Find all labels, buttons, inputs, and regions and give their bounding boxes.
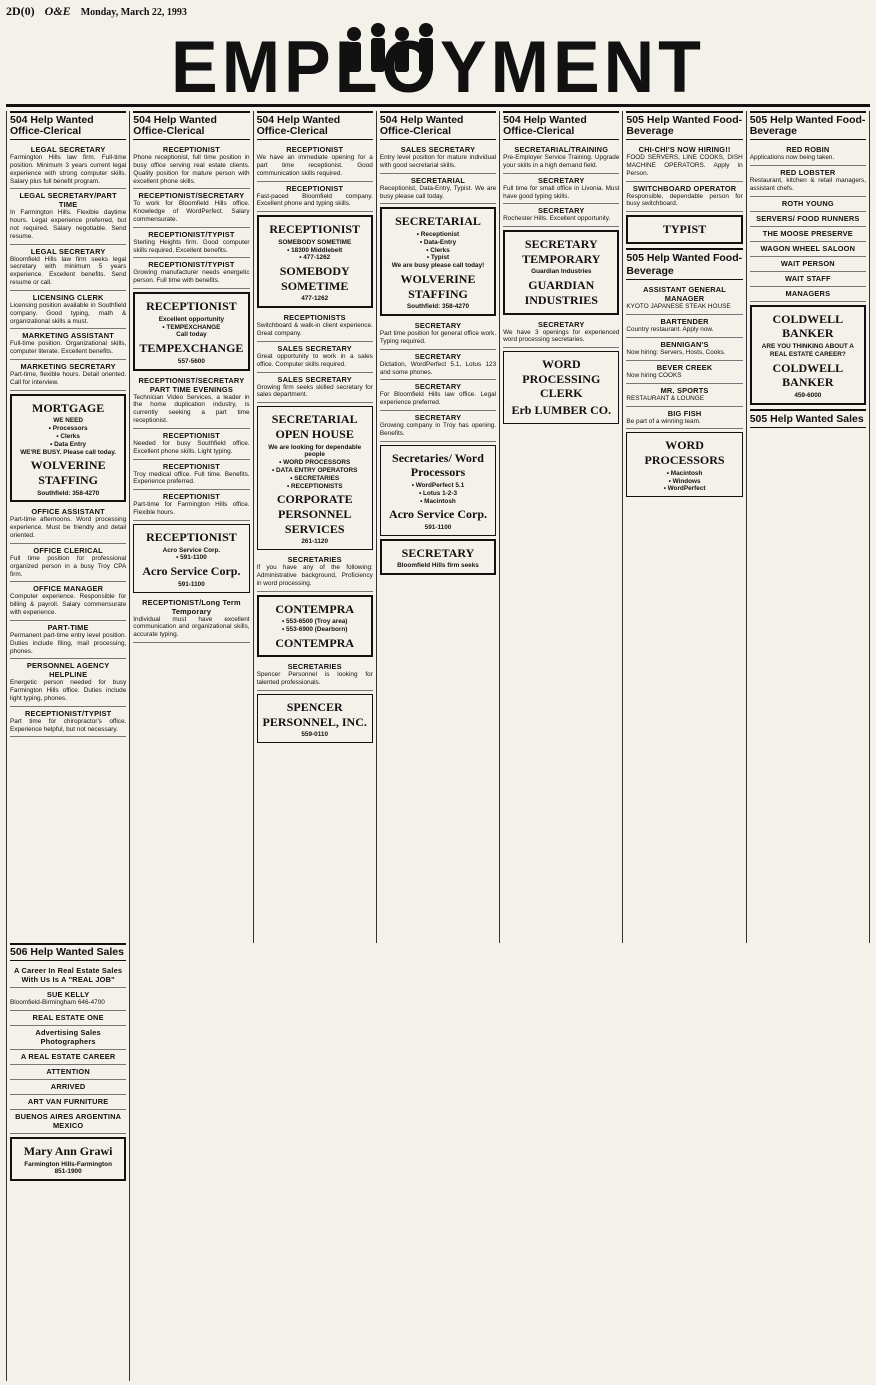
display-ad bbox=[10, 1137, 126, 1181]
display-ad-title: WORD PROCESSING CLERK bbox=[522, 357, 601, 401]
ad-body: Energetic person needed for busy Farmington Hills office. Duties include light typing, phones. bbox=[10, 679, 127, 702]
display-ad-item: • 553-6900 (Dearborn) bbox=[281, 625, 348, 633]
section-heading: 505 Help Wanted Food-Beverage bbox=[626, 248, 742, 281]
classified-ad bbox=[10, 1095, 126, 1110]
classified-ad bbox=[10, 329, 126, 360]
display-ad bbox=[380, 207, 496, 316]
ad-body: Part time for chiropractor's office. Experience helpful, but not necessary. bbox=[10, 717, 127, 733]
display-ad-title: SECRETARY TEMPORARY bbox=[522, 237, 601, 266]
display-ad-company: SOMEBODY SOMETIME bbox=[279, 264, 350, 293]
display-ad-title: SPENCER PERSONNEL, INC. bbox=[262, 700, 367, 729]
display-ad bbox=[626, 432, 742, 497]
ad-headline: SALES SECRETARY bbox=[277, 374, 352, 384]
classified-ad bbox=[750, 212, 866, 227]
display-ad-item: • DATA ENTRY OPERATORS bbox=[272, 466, 358, 474]
display-ad-phone: Southfield: 358-4270 bbox=[37, 489, 100, 497]
column-heading: 506 Help Wanted Sales bbox=[10, 943, 126, 961]
classified-ad bbox=[10, 1026, 126, 1050]
display-ad-title: TYPIST bbox=[662, 222, 707, 237]
ad-headline: BUENOS AIRES ARGENTINA MEXICO bbox=[15, 1111, 122, 1130]
classified-ad bbox=[10, 582, 126, 620]
display-ad-title: RECEPTIONIST bbox=[146, 299, 237, 314]
classified-ad bbox=[10, 189, 126, 244]
ad-body: Restaurant, kitchen & retail managers, assistant chefs. bbox=[749, 176, 866, 192]
ad-headline: RECEPTIONIST/SECRETARY PART TIME EVENINGS bbox=[138, 375, 245, 394]
display-ad bbox=[10, 394, 126, 503]
classified-ad bbox=[133, 490, 249, 521]
display-ad-lead: ARE YOU THINKING ABOUT A REAL ESTATE CAREER? bbox=[761, 343, 854, 358]
ad-headline: RECEPTIONIST bbox=[286, 145, 344, 155]
classified-ad bbox=[10, 659, 126, 707]
ad-headline: RECEPTIONISTS bbox=[283, 313, 346, 323]
classified-ad bbox=[10, 964, 126, 988]
ad-body: In Farmington Hills. Flexible daytime hours. Legal experience preferred, but not required. Salary negotiable. Send resume. bbox=[10, 209, 127, 240]
display-ad-item: • WordPerfect 5.1 bbox=[411, 481, 465, 489]
classified-ad bbox=[750, 227, 866, 242]
classified-ad bbox=[10, 360, 126, 391]
classified-ad bbox=[750, 242, 866, 257]
classified-ad bbox=[626, 338, 742, 361]
column-1 bbox=[7, 111, 130, 943]
ad-headline: BEVER CREEK bbox=[656, 362, 713, 372]
display-ad-item: • Windows bbox=[668, 477, 701, 485]
ad-headline: SECRETARIAL bbox=[410, 175, 466, 185]
ad-headline: SECRETARY bbox=[414, 321, 462, 331]
column-heading: 504 Help Wanted Office-Clerical bbox=[257, 111, 373, 140]
ad-body: Growing company in Troy has opening. Benefits. bbox=[379, 422, 497, 437]
display-ad-company: Acro Service Corp. bbox=[142, 564, 241, 579]
display-ad bbox=[257, 215, 373, 308]
column-5 bbox=[500, 111, 623, 943]
ad-headline: REAL ESTATE ONE bbox=[32, 1012, 104, 1022]
ad-body: Individual must have excellent communication and organizational skills, accurate typing. bbox=[133, 615, 250, 639]
ad-headline: A Career In Real Estate Sales With Us Is A "REAL JOB" bbox=[14, 965, 123, 984]
ad-headline: PART-TIME bbox=[47, 622, 89, 632]
ad-body: Part time position for general office work. Typing required. bbox=[379, 330, 497, 345]
classified-ad bbox=[750, 257, 866, 272]
ad-headline: WAIT PERSON bbox=[780, 258, 835, 268]
classified-ad bbox=[380, 143, 496, 174]
classified-ad bbox=[626, 384, 742, 407]
masthead bbox=[6, 18, 870, 107]
ad-headline: THE MOOSE PRESERVE bbox=[762, 228, 853, 238]
display-ad-title: COLDWELL BANKER bbox=[772, 311, 844, 341]
ad-body: FOOD SERVERS, LINE COOKS, DISH MACHINE OPERATORS. Apply in Person. bbox=[626, 154, 743, 177]
ad-headline: SERVERS/ FOOD RUNNERS bbox=[756, 213, 860, 223]
ad-headline: RED LOBSTER bbox=[780, 167, 836, 177]
display-ad-company: TEMPEXCHANGE bbox=[139, 341, 244, 356]
display-ad-lead: Guardian Industries bbox=[531, 268, 592, 276]
display-ad-item: • 591-1100 bbox=[176, 554, 207, 562]
ad-body: Part-time for Farmington Hills office. Flexible hours. bbox=[133, 501, 250, 517]
classified-ad bbox=[10, 1011, 126, 1026]
ad-body: Now hiring: Servers, Hosts, Cooks. bbox=[626, 349, 726, 357]
display-ad-title: SECRETARIAL OPEN HOUSE bbox=[271, 412, 358, 441]
column-heading: 504 Help Wanted Office-Clerical bbox=[133, 111, 249, 140]
display-ad-note: WE'RE BUSY. Please call today. bbox=[20, 448, 117, 456]
ad-headline: RECEPTIONIST/TYPIST bbox=[24, 708, 112, 718]
display-ad-phone: 557-5600 bbox=[177, 357, 205, 365]
classified-ad bbox=[10, 1065, 126, 1080]
ad-headline: SECRETARY bbox=[538, 206, 585, 216]
display-ad-item: • Macintosh bbox=[666, 469, 703, 477]
classified-ad bbox=[257, 373, 373, 404]
classified-ad bbox=[133, 143, 249, 189]
ad-headline: RECEPTIONIST bbox=[286, 183, 344, 193]
display-ad-company: Acro Service Corp. bbox=[388, 507, 488, 522]
column-7 bbox=[747, 111, 870, 943]
display-ad-lead: Excellent opportunity bbox=[158, 315, 225, 323]
display-ad-title: RECEPTIONIST bbox=[146, 529, 237, 544]
display-ad-company: WOLVERINE STAFFING bbox=[30, 458, 106, 487]
classified-ad bbox=[133, 228, 249, 259]
ad-body: KYOTO JAPANESE STEAK HOUSE bbox=[626, 303, 731, 311]
display-ad-company: COLDWELL BANKER bbox=[772, 360, 844, 390]
ad-headline: PERSONNEL AGENCY HELPLINE bbox=[26, 661, 110, 680]
ad-body: Licensing position available in Southfield company. Good typing, math & organizational skills a must. bbox=[10, 301, 127, 325]
classified-ad bbox=[257, 182, 373, 213]
display-ad bbox=[750, 305, 866, 405]
classified-ad bbox=[10, 621, 126, 659]
ad-headline: A REAL ESTATE CAREER bbox=[20, 1051, 116, 1061]
display-ad-company: Erb LUMBER CO. bbox=[511, 403, 612, 418]
display-ad-note: Call today bbox=[176, 331, 207, 339]
ad-headline: ASSISTANT GENERAL MANAGER bbox=[643, 285, 727, 304]
classified-ad bbox=[10, 988, 126, 1011]
ad-body: If you have any of the following: Administrative background, Proficiency in word processing. bbox=[256, 564, 373, 587]
ad-headline: BENNIGAN'S bbox=[660, 340, 709, 350]
ad-body: Responsible, dependable person for busy switchboard. bbox=[626, 192, 743, 208]
ad-body: We have an immediate opening for a part time receptionist. Good communication skills required. bbox=[256, 154, 373, 177]
ad-headline: RECEPTIONIST bbox=[162, 145, 220, 155]
display-ad-item: • Data Entry bbox=[50, 440, 87, 448]
column-6 bbox=[623, 111, 746, 943]
column-heading: 504 Help Wanted Office-Clerical bbox=[503, 111, 619, 140]
ad-headline: SECRETARIES bbox=[287, 662, 342, 672]
ad-headline: LEGAL SECRETARY bbox=[30, 246, 106, 256]
ad-headline: SUE KELLY bbox=[46, 989, 90, 999]
display-ad bbox=[257, 406, 373, 550]
display-ad-item: • Clerks bbox=[426, 246, 450, 254]
classified-ad bbox=[503, 143, 619, 174]
ad-body: Growing firm seeks skilled secretary for sales department. bbox=[256, 383, 373, 399]
ad-headline: SALES SECRETARY bbox=[400, 145, 476, 155]
ad-headline: RECEPTIONIST bbox=[162, 492, 220, 502]
column-heading: 504 Help Wanted Office-Clerical bbox=[10, 111, 126, 140]
ad-body: Troy medical office. Full time. Benefits. Experience preferred. bbox=[133, 470, 250, 486]
ad-headline: OFFICE CLERICAL bbox=[33, 545, 103, 555]
classified-ad bbox=[10, 505, 126, 543]
ad-headline: SECRETARY bbox=[538, 319, 585, 329]
display-ad-title: CONTEMPRA bbox=[275, 601, 355, 616]
display-ad-lead: WE NEED bbox=[53, 417, 84, 425]
ad-headline: WAGON WHEEL SALOON bbox=[760, 243, 856, 253]
classified-ad bbox=[750, 166, 866, 197]
ad-body: Computer experience. Responsible for billing & payroll. Salary commensurate with experience. bbox=[10, 593, 127, 617]
display-ad bbox=[133, 524, 249, 593]
ad-headline: LEGAL SECRETARY/PART TIME bbox=[19, 191, 117, 210]
ad-headline: SALES SECRETARY bbox=[277, 343, 352, 353]
classified-ad bbox=[10, 1110, 126, 1134]
ad-body: Now hiring COOKS bbox=[626, 371, 682, 379]
ad-headline: RECEPTIONIST/Long Term Temporary bbox=[142, 597, 241, 616]
ad-body: Bloomfield Hills law firm seeks legal secretary with minimum 5 years experience. Excellent benefits. Send resume or call. bbox=[10, 255, 127, 287]
classified-ad bbox=[133, 258, 249, 289]
display-ad-lead: We are looking for dependable people bbox=[268, 443, 362, 459]
ad-body: Phone receptionist, full time position in busy office serving real estate clients. Quality position for mature person with excellent phone skills. bbox=[133, 154, 250, 185]
ad-headline: RECEPTIONIST/TYPIST bbox=[148, 229, 235, 239]
ad-headline: OFFICE ASSISTANT bbox=[31, 507, 105, 517]
classified-ad bbox=[133, 374, 249, 429]
display-ad-item: • Processors bbox=[48, 425, 88, 433]
display-ad bbox=[257, 694, 373, 743]
paper-name: O&E bbox=[44, 4, 71, 18]
ad-headline: WAIT STAFF bbox=[784, 273, 831, 283]
display-ad-item: • TEMPEXCHANGE bbox=[162, 323, 221, 331]
column-heading: 505 Help Wanted Food-Beverage bbox=[626, 111, 742, 140]
ad-body: For Bloomfield Hills law office. Legal experience preferred. bbox=[379, 391, 497, 407]
display-ad-phone: Southfield: 358-4270 bbox=[406, 303, 470, 311]
ad-headline: SECRETARY bbox=[538, 175, 585, 185]
ad-body: Bloomfield-Birmingham 646-4700 bbox=[10, 998, 105, 1006]
classified-ad bbox=[257, 311, 373, 342]
display-ad-phone: 591-1100 bbox=[424, 524, 452, 532]
ad-body: Technician Video Services, a leader in the home duplication industry, is currently seeking a part time receptionist. bbox=[133, 393, 250, 425]
classified-ad bbox=[750, 197, 866, 212]
display-ad bbox=[626, 215, 742, 244]
classified-ad bbox=[750, 287, 866, 302]
column-heading: 504 Help Wanted Office-Clerical bbox=[380, 111, 496, 140]
ad-body: Be part of a winning team. bbox=[626, 417, 701, 425]
ad-headline: LICENSING CLERK bbox=[32, 292, 104, 302]
display-ad-lead: SOMEBODY SOMETIME bbox=[278, 238, 352, 246]
classified-ad bbox=[626, 182, 742, 213]
display-ad-company: WOLVERINE STAFFING bbox=[400, 272, 476, 301]
ad-headline: RECEPTIONIST bbox=[162, 461, 220, 471]
display-ad-item: • SECRETARIES bbox=[290, 474, 340, 482]
display-ad-phone: 261-1120 bbox=[301, 538, 329, 546]
classified-ad bbox=[626, 315, 742, 338]
classified-ad bbox=[10, 707, 126, 738]
display-ad-title: Mary Ann Grawi bbox=[23, 1144, 113, 1159]
section-heading: 505 Help Wanted Sales bbox=[750, 409, 866, 429]
ad-body: Great opportunity to work in a sales office. Computer skills required. bbox=[256, 352, 373, 368]
ad-headline: Advertising Sales Photographers bbox=[35, 1027, 101, 1046]
ad-headline: ATTENTION bbox=[46, 1066, 90, 1076]
display-ad-phone: 477-1262 bbox=[301, 295, 329, 303]
ad-body: Permanent part-time entry level position. Duties include filing, mail processing, phones. bbox=[10, 631, 127, 655]
ad-headline: MANAGERS bbox=[785, 288, 831, 298]
display-ad-lead: Farmington Hills-Farmington bbox=[24, 1160, 112, 1168]
display-ad-item: • 553-6500 (Troy area) bbox=[281, 618, 348, 626]
classified-ad bbox=[10, 544, 126, 582]
ad-headline: MARKETING SECRETARY bbox=[20, 362, 116, 372]
display-ad-phone: 851-1900 bbox=[54, 1168, 82, 1176]
display-ad-item: • 477-1262 bbox=[299, 254, 331, 262]
ad-headline: RECEPTIONIST bbox=[162, 430, 220, 440]
ad-body: Full time for small office in Livonia. Must have good typing skills. bbox=[503, 184, 620, 200]
display-ad-title: MORTGAGE bbox=[32, 400, 105, 415]
column-2 bbox=[130, 111, 253, 943]
ad-headline: SECRETARY bbox=[414, 351, 462, 361]
display-ad-title: SECRETARY bbox=[401, 545, 475, 560]
classified-ad bbox=[133, 429, 249, 460]
ad-headline: BARTENDER bbox=[660, 317, 709, 327]
ad-headline: OFFICE MANAGER bbox=[33, 584, 104, 594]
ad-headline: SECRETARIAL/TRAINING bbox=[514, 145, 609, 155]
display-ad-lead: Bloomfield Hills firm seeks bbox=[397, 562, 479, 570]
display-ad-title: SECRETARIAL bbox=[395, 214, 481, 229]
classified-ad bbox=[626, 283, 742, 315]
display-ad-company: GUARDIAN INDUSTRIES bbox=[524, 278, 598, 307]
ad-body: Farmington Hills law firm. Full-time position. Minimum 3 years current legal experience with strong computer skills. Salary plus full benefit program. bbox=[10, 154, 127, 185]
classified-columns bbox=[6, 111, 870, 1381]
display-ad-item: • Typist bbox=[426, 254, 450, 262]
classified-ad bbox=[10, 1080, 126, 1095]
ad-body: Rochester Hills. Excellent opportunity. bbox=[503, 215, 611, 223]
ad-headline: ROTH YOUNG bbox=[781, 198, 834, 208]
classified-ad bbox=[257, 143, 373, 181]
display-ad-phone: 459-6000 bbox=[794, 391, 822, 399]
display-ad bbox=[503, 351, 619, 424]
ad-body: Sterling Heights firm. Good computer skills required. Excellent benefits. bbox=[133, 238, 250, 254]
display-ad-lead: Acro Service Corp. bbox=[162, 546, 221, 554]
ad-body: Part-time afternoons. Word processing experience. Must be friendly and detail oriented. bbox=[10, 516, 127, 540]
classified-ad bbox=[133, 189, 249, 227]
ad-headline: MARKETING ASSISTANT bbox=[22, 331, 114, 341]
classified-ad bbox=[380, 319, 496, 350]
classified-ad bbox=[10, 1050, 126, 1065]
ad-body: Full time position for professional organized person in a busy Troy CPA firm. bbox=[10, 554, 127, 578]
classified-ad bbox=[133, 460, 249, 491]
display-ad-item: • Data-Entry bbox=[419, 238, 457, 246]
ad-body: Growing manufacturer needs energetic person. Full time with benefits. bbox=[133, 269, 250, 285]
column-heading: 505 Help Wanted Food-Beverage bbox=[750, 111, 866, 140]
ad-body: Country restaurant. Apply now. bbox=[626, 326, 714, 334]
display-ad-item: • RECEPTIONISTS bbox=[286, 482, 343, 490]
classified-ad bbox=[503, 174, 619, 205]
display-ad-item: • 18300 Middlebelt bbox=[287, 246, 343, 254]
ad-body: Switchboard & walk-in client experience. Great company. bbox=[256, 322, 373, 338]
column-3 bbox=[254, 111, 377, 943]
issue-date: Monday, March 22, 1993 bbox=[80, 7, 187, 18]
classified-ad bbox=[380, 411, 496, 442]
ad-headline: ARRIVED bbox=[50, 1081, 86, 1091]
ad-body: Dictation, WordPerfect 5.1, Lotus 123 and some phones. bbox=[379, 360, 497, 376]
ad-body: Spencer Personnel is looking for talented professionals. bbox=[256, 671, 373, 687]
display-ad-item: • Receptionist bbox=[416, 230, 460, 238]
ad-headline: LEGAL SECRETARY bbox=[30, 145, 106, 155]
ad-headline: SECRETARY bbox=[414, 413, 462, 423]
classified-ad bbox=[257, 342, 373, 373]
classified-ad bbox=[626, 407, 742, 430]
display-ad-phone: 591-1100 bbox=[178, 580, 205, 588]
display-ad bbox=[133, 292, 249, 371]
ad-headline: SWITCHBOARD OPERATOR bbox=[632, 183, 737, 193]
display-ad-company: CORPORATE PERSONNEL SERVICES bbox=[276, 492, 353, 536]
ad-body: Part-time, flexible hours. Detail oriented. Call for interview. bbox=[10, 371, 127, 386]
display-ad-phone: 559-0110 bbox=[301, 731, 329, 739]
ad-body: Fast-paced Bloomfield company. Excellent phone and typing skills. bbox=[256, 192, 373, 208]
ad-body: Receptionist, Data-Entry, Typist. We are busy please call today. bbox=[379, 184, 497, 200]
display-ad-item: • Clerks bbox=[56, 432, 80, 440]
ad-body: Needed for busy Southfield office. Excellent phone skills. Light typing. bbox=[133, 439, 250, 455]
ad-body: RESTAURANT & LOUNGE bbox=[626, 394, 704, 402]
classified-ad bbox=[10, 291, 126, 329]
classified-ad bbox=[257, 660, 373, 691]
classified-ad bbox=[10, 245, 126, 291]
ad-body: To work for Bloomfield Hills office. Knowledge of WordPerfect. Salary commensurate. bbox=[133, 200, 250, 223]
classified-ad bbox=[133, 596, 249, 644]
display-ad bbox=[380, 445, 496, 536]
ad-body: Entry level position for mature individual with good secretarial skills. bbox=[379, 154, 497, 169]
classified-ad bbox=[380, 174, 496, 205]
display-ad-title: WORD PROCESSORS bbox=[644, 438, 725, 468]
page-number: 2D(0) bbox=[6, 4, 35, 18]
display-ad bbox=[503, 230, 619, 314]
display-ad-company: CONTEMPRA bbox=[275, 635, 355, 650]
display-ad-note: We are busy please call today! bbox=[391, 262, 485, 270]
classified-ad bbox=[750, 272, 866, 287]
classified-ad bbox=[257, 553, 373, 591]
classified-ad bbox=[10, 143, 126, 189]
ad-body: Pre-Employer Service Training. Upgrade your skills in a high demand field. bbox=[503, 154, 620, 169]
classified-ad bbox=[626, 143, 742, 181]
classified-ad bbox=[503, 204, 619, 227]
display-ad-title: Secretaries/ Word Processors bbox=[392, 450, 484, 480]
ad-headline: SECRETARIES bbox=[287, 555, 342, 565]
display-ad-item: • WORD PROCESSORS bbox=[279, 459, 351, 467]
display-ad-item: • Lotus 1-2-3 bbox=[418, 489, 458, 497]
ad-headline: RECEPTIONIST/SECRETARY bbox=[138, 191, 245, 201]
display-ad-item: • WordPerfect bbox=[663, 485, 706, 493]
ad-body: Full-time position. Organizational skills, computer literate. Excellent benefits. bbox=[10, 340, 127, 356]
ad-headline: CHI-CHI'S NOW HIRING!! bbox=[638, 145, 731, 155]
ad-body: We have 3 openings for experienced word processing secretaries. bbox=[503, 328, 620, 344]
folio bbox=[6, 4, 870, 18]
classified-ad bbox=[503, 318, 619, 349]
ad-headline: RECEPTIONIST/TYPIST bbox=[148, 260, 235, 270]
ad-headline: BIG FISH bbox=[667, 408, 702, 418]
column-8 bbox=[7, 943, 130, 1381]
display-ad bbox=[380, 539, 496, 575]
classified-ad bbox=[380, 380, 496, 411]
ad-headline: MR. SPORTS bbox=[660, 385, 709, 395]
ad-headline: SECRETARY bbox=[414, 382, 462, 392]
classified-ad bbox=[750, 143, 866, 166]
ad-headline: RED ROBIN bbox=[786, 145, 830, 155]
display-ad-title: RECEPTIONIST bbox=[269, 222, 361, 237]
classified-ad bbox=[626, 361, 742, 384]
display-ad bbox=[257, 595, 373, 658]
display-ad-item: • Macintosh bbox=[420, 497, 456, 505]
ad-body: Applications now being taken. bbox=[749, 154, 835, 162]
section-title: EMPLOYMENT bbox=[171, 26, 705, 108]
classified-ad bbox=[380, 350, 496, 381]
ad-headline: ART VAN FURNITURE bbox=[27, 1096, 109, 1106]
column-4 bbox=[377, 111, 500, 943]
